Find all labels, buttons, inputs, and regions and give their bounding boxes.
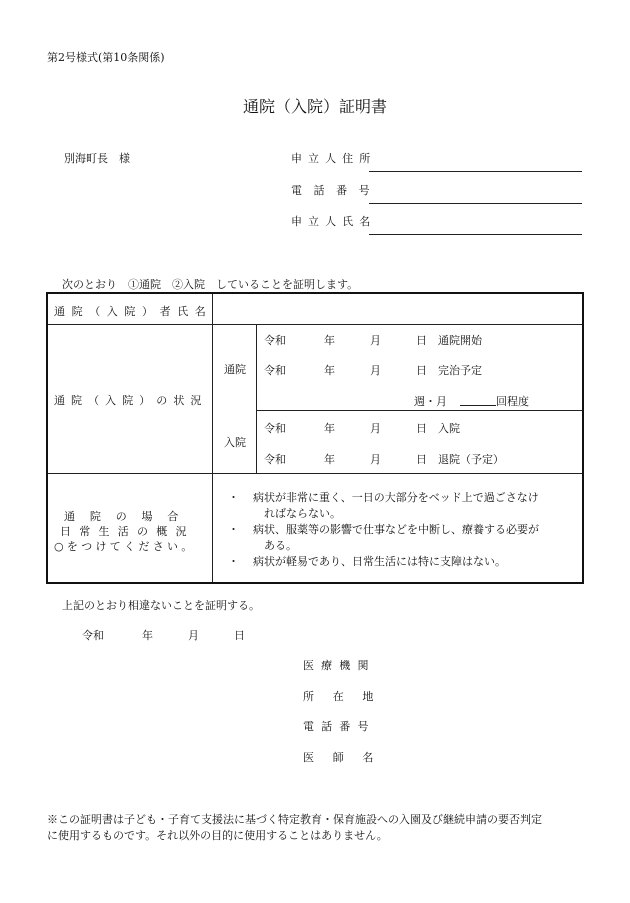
outpatient-end-label: 完治予定	[438, 364, 482, 377]
date-era: 令和	[82, 629, 104, 642]
addressee: 別海町長 様	[64, 152, 130, 165]
outpatient-end-day: 日	[416, 364, 427, 377]
outpatient-start-month: 月	[370, 334, 381, 347]
daily-option-3-mark: ・	[228, 555, 239, 568]
outpatient-label: 通院	[224, 363, 246, 376]
outpatient-start-year: 年	[324, 334, 335, 347]
applicant-name-field[interactable]	[369, 234, 582, 235]
outpatient-start-label: 通院開始	[438, 334, 482, 347]
daily-option-2-line2: ある。	[264, 539, 297, 552]
daily-life-label-1: 通院の場合	[64, 510, 194, 523]
note-line-1: ※この証明書は子ども・子育て支援法に基づく特定教育・保育施設への入園及び継続申請の要否判定	[47, 813, 542, 826]
outpatient-end-month: 月	[370, 364, 381, 377]
daily-option-2-mark: ・	[228, 523, 239, 536]
inpatient-label: 入院	[224, 436, 246, 449]
daily-option-1-line1[interactable]: 病状が非常に重く、一日の大部分をベッド上で過ごさなけ	[253, 491, 539, 504]
outpatient-start-day: 日	[416, 334, 427, 347]
inpatient-start-era: 令和	[264, 422, 286, 435]
inpatient-end-label: 退院（予定）	[438, 453, 504, 466]
certification-text: 上記のとおり相違ないことを証明する。	[62, 599, 260, 612]
note-line-2: に使用するものです。それ以外の目的に使用することはありません。	[47, 829, 388, 842]
page-title: 通院（入院）証明書	[242, 97, 387, 116]
daily-option-3-line1[interactable]: 病状が軽易であり、日常生活には特に支障はない。	[253, 555, 506, 568]
medical-location-label: 所在地	[303, 690, 393, 703]
patient-name-label: 通院（入院）者氏名	[54, 305, 213, 318]
daily-option-2-line1[interactable]: 病状、服薬等の影響で仕事などを中断し、療養する必要が	[253, 523, 539, 536]
form-number: 第2号様式(第10条関係)	[47, 51, 165, 64]
inpatient-end-month: 月	[370, 453, 381, 466]
date-month: 月	[188, 629, 199, 642]
daily-life-label-3: ○をつけてください。	[54, 540, 196, 553]
daily-option-1-mark: ・	[228, 491, 239, 504]
inpatient-start-label: 入院	[438, 422, 460, 435]
intro-text: 次のとおり ①通院 ②入院 していることを証明します。	[62, 278, 359, 291]
daily-life-label-2: 日常生活の概況	[60, 525, 195, 538]
patient-name-field[interactable]	[214, 296, 580, 322]
applicant-phone-field[interactable]	[369, 203, 582, 204]
medical-phone-label: 電話番号	[303, 720, 376, 733]
outpatient-start-era: 令和	[264, 334, 286, 347]
applicant-address-label: 申立人住所	[291, 152, 377, 165]
frequency-field[interactable]	[460, 405, 496, 406]
medical-institution-label: 医療機関	[303, 659, 376, 672]
date-year: 年	[142, 629, 153, 642]
daily-option-1-line2: ればならない。	[264, 507, 341, 520]
inpatient-end-era: 令和	[264, 453, 286, 466]
applicant-phone-label: 電話番号	[291, 184, 382, 197]
status-label: 通院（入院）の状況	[54, 394, 208, 407]
certificate-table	[46, 292, 584, 584]
frequency-suffix: 回程度	[496, 395, 529, 408]
outpatient-end-year: 年	[324, 364, 335, 377]
applicant-name-label: 申立人氏名	[291, 215, 377, 228]
doctor-name-label: 医師名	[303, 751, 393, 764]
frequency-prefix: 週・月	[414, 395, 447, 408]
inpatient-end-year: 年	[324, 453, 335, 466]
date-day: 日	[234, 629, 245, 642]
inpatient-start-month: 月	[370, 422, 381, 435]
inpatient-start-day: 日	[416, 422, 427, 435]
outpatient-end-era: 令和	[264, 364, 286, 377]
inpatient-start-year: 年	[324, 422, 335, 435]
applicant-address-field[interactable]	[369, 171, 582, 172]
inpatient-end-day: 日	[416, 453, 427, 466]
